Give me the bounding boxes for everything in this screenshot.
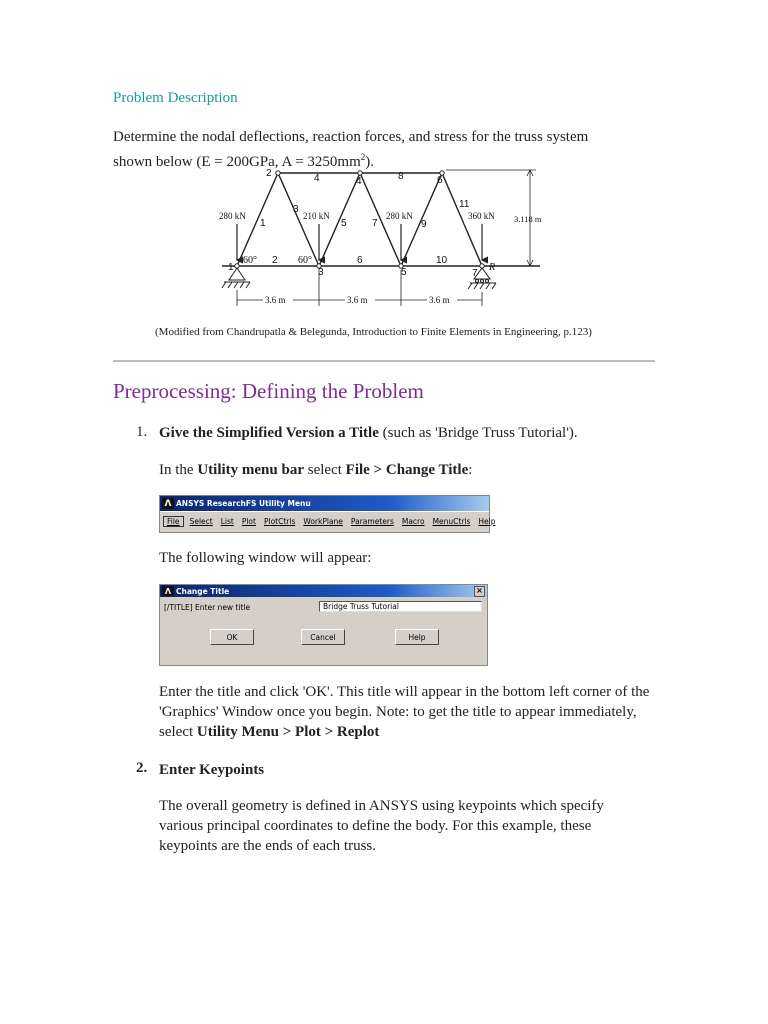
menu-help[interactable]: Help <box>478 517 496 526</box>
utility-menu-title: ANSYS ResearchFS Utility Menu <box>176 499 311 508</box>
step-2-text: The overall geometry is defined in ANSYS using keypoints which specify various principal coordinates to define the body. For this example, these keypoints are the ends of each truss. <box>159 798 604 854</box>
menu-list[interactable]: List <box>220 517 234 526</box>
section-title: Preprocessing: Defining the Problem <box>113 379 424 403</box>
node-label-2: 2 <box>266 168 272 179</box>
step-1-title-suffix: (such as 'Bridge Truss Tutorial'). <box>378 425 578 441</box>
node-label-5: 5 <box>401 267 407 278</box>
element-label-1: 1 <box>260 218 266 229</box>
step-1-title: Give the Simplified Version a Title <box>159 425 379 441</box>
menu-parameters[interactable]: Parameters <box>350 517 394 526</box>
node-label-4: 4 <box>356 176 362 187</box>
menu-select[interactable]: Select <box>189 517 213 526</box>
element-label-5: 5 <box>341 218 347 229</box>
element-label-8: 8 <box>398 171 404 182</box>
step-2-number: 2. <box>136 760 148 776</box>
node-label-7: 7 <box>472 268 478 279</box>
span-label-2: 3.6 m <box>347 295 368 305</box>
step-1-number: 1. <box>136 424 148 440</box>
ansys-logo-icon: Λ <box>162 586 174 596</box>
menu-workplane[interactable]: WorkPlane <box>303 517 343 526</box>
node-label-6: 6 <box>437 175 443 186</box>
problem-statement-line2: shown below (E = 200GPa, $A = 3250mm^2$). <box>113 152 374 170</box>
window-intro-text: The following window will appear: <box>159 550 372 566</box>
element-label-6: 6 <box>357 255 363 266</box>
menu-plot[interactable]: Plot <box>241 517 256 526</box>
menu-macro[interactable]: Macro <box>401 517 425 526</box>
dialog-title: Change Title <box>176 586 230 596</box>
load-label-2: 210 kN <box>303 211 330 221</box>
problem-statement-line1: Determine the nodal deflections, reaction forces, and stress for the truss system <box>113 129 589 145</box>
node-label-3: 3 <box>318 267 324 278</box>
element-label-2: 2 <box>272 255 278 266</box>
span-label-1: 3.6 m <box>265 295 286 305</box>
angle-label-right: 60° <box>298 255 312 266</box>
reaction-label: R <box>489 262 496 273</box>
menu-file[interactable]: File <box>163 516 184 527</box>
step-2-title: Enter Keypoints <box>159 762 265 778</box>
menu-plotctrls[interactable]: PlotCtrls <box>263 517 296 526</box>
angle-label-left: 60° <box>243 255 257 266</box>
step-1-after-text: Enter the title and click 'OK'. This title will appear in the bottom left corner of the 'Graphics' Window once you begin. Note: to get the title to appear immediately, select Utility Menu > Plot > Replot <box>159 684 650 740</box>
title-input[interactable] <box>319 601 482 612</box>
title-field-label: [/TITLE] Enter new title <box>164 603 251 612</box>
section-divider <box>113 360 655 362</box>
utility-menu-bar <box>160 511 496 531</box>
pin-support-left <box>222 268 250 288</box>
cancel-button[interactable]: Cancel <box>301 629 345 645</box>
load-label-1: 280 kN <box>219 211 246 221</box>
help-button[interactable]: Help <box>395 629 439 645</box>
dialog-titlebar <box>160 585 487 597</box>
ansys-logo-icon: Λ <box>162 498 174 509</box>
node-2-joint <box>276 171 280 175</box>
element-label-9: 9 <box>421 219 427 230</box>
element-label-10: 10 <box>436 255 448 266</box>
element-label-7: 7 <box>372 218 378 229</box>
close-icon[interactable]: × <box>474 586 485 597</box>
node-label-1: 1 <box>228 262 234 273</box>
step-1-menu-instruction: In the Utility menu bar select File > Change Title: <box>159 462 473 478</box>
step-1-heading <box>159 423 578 443</box>
load-label-4: 360 kN <box>468 211 495 221</box>
problem-heading: Problem Description <box>113 90 238 106</box>
height-label: 3.118 m <box>514 214 542 224</box>
element-label-3: 3 <box>293 204 299 215</box>
element-label-4: 4 <box>314 173 320 184</box>
utility-menu-titlebar <box>160 496 489 511</box>
utility-menu-window <box>159 495 496 533</box>
element-label-11: 11 <box>459 199 470 210</box>
change-title-dialog <box>159 584 488 666</box>
load-label-3: 280 kN <box>386 211 413 221</box>
ok-button[interactable]: OK <box>210 629 254 645</box>
node-4-joint <box>358 171 362 175</box>
span-label-3: 3.6 m <box>429 295 450 305</box>
truss-diagram <box>210 163 570 313</box>
menu-menuctrls[interactable]: MenuCtrls <box>432 517 471 526</box>
figure-caption: (Modified from Chandrupatla & Belegunda, Introduction to Finite Elements in Engineering, p.123) <box>155 326 592 338</box>
